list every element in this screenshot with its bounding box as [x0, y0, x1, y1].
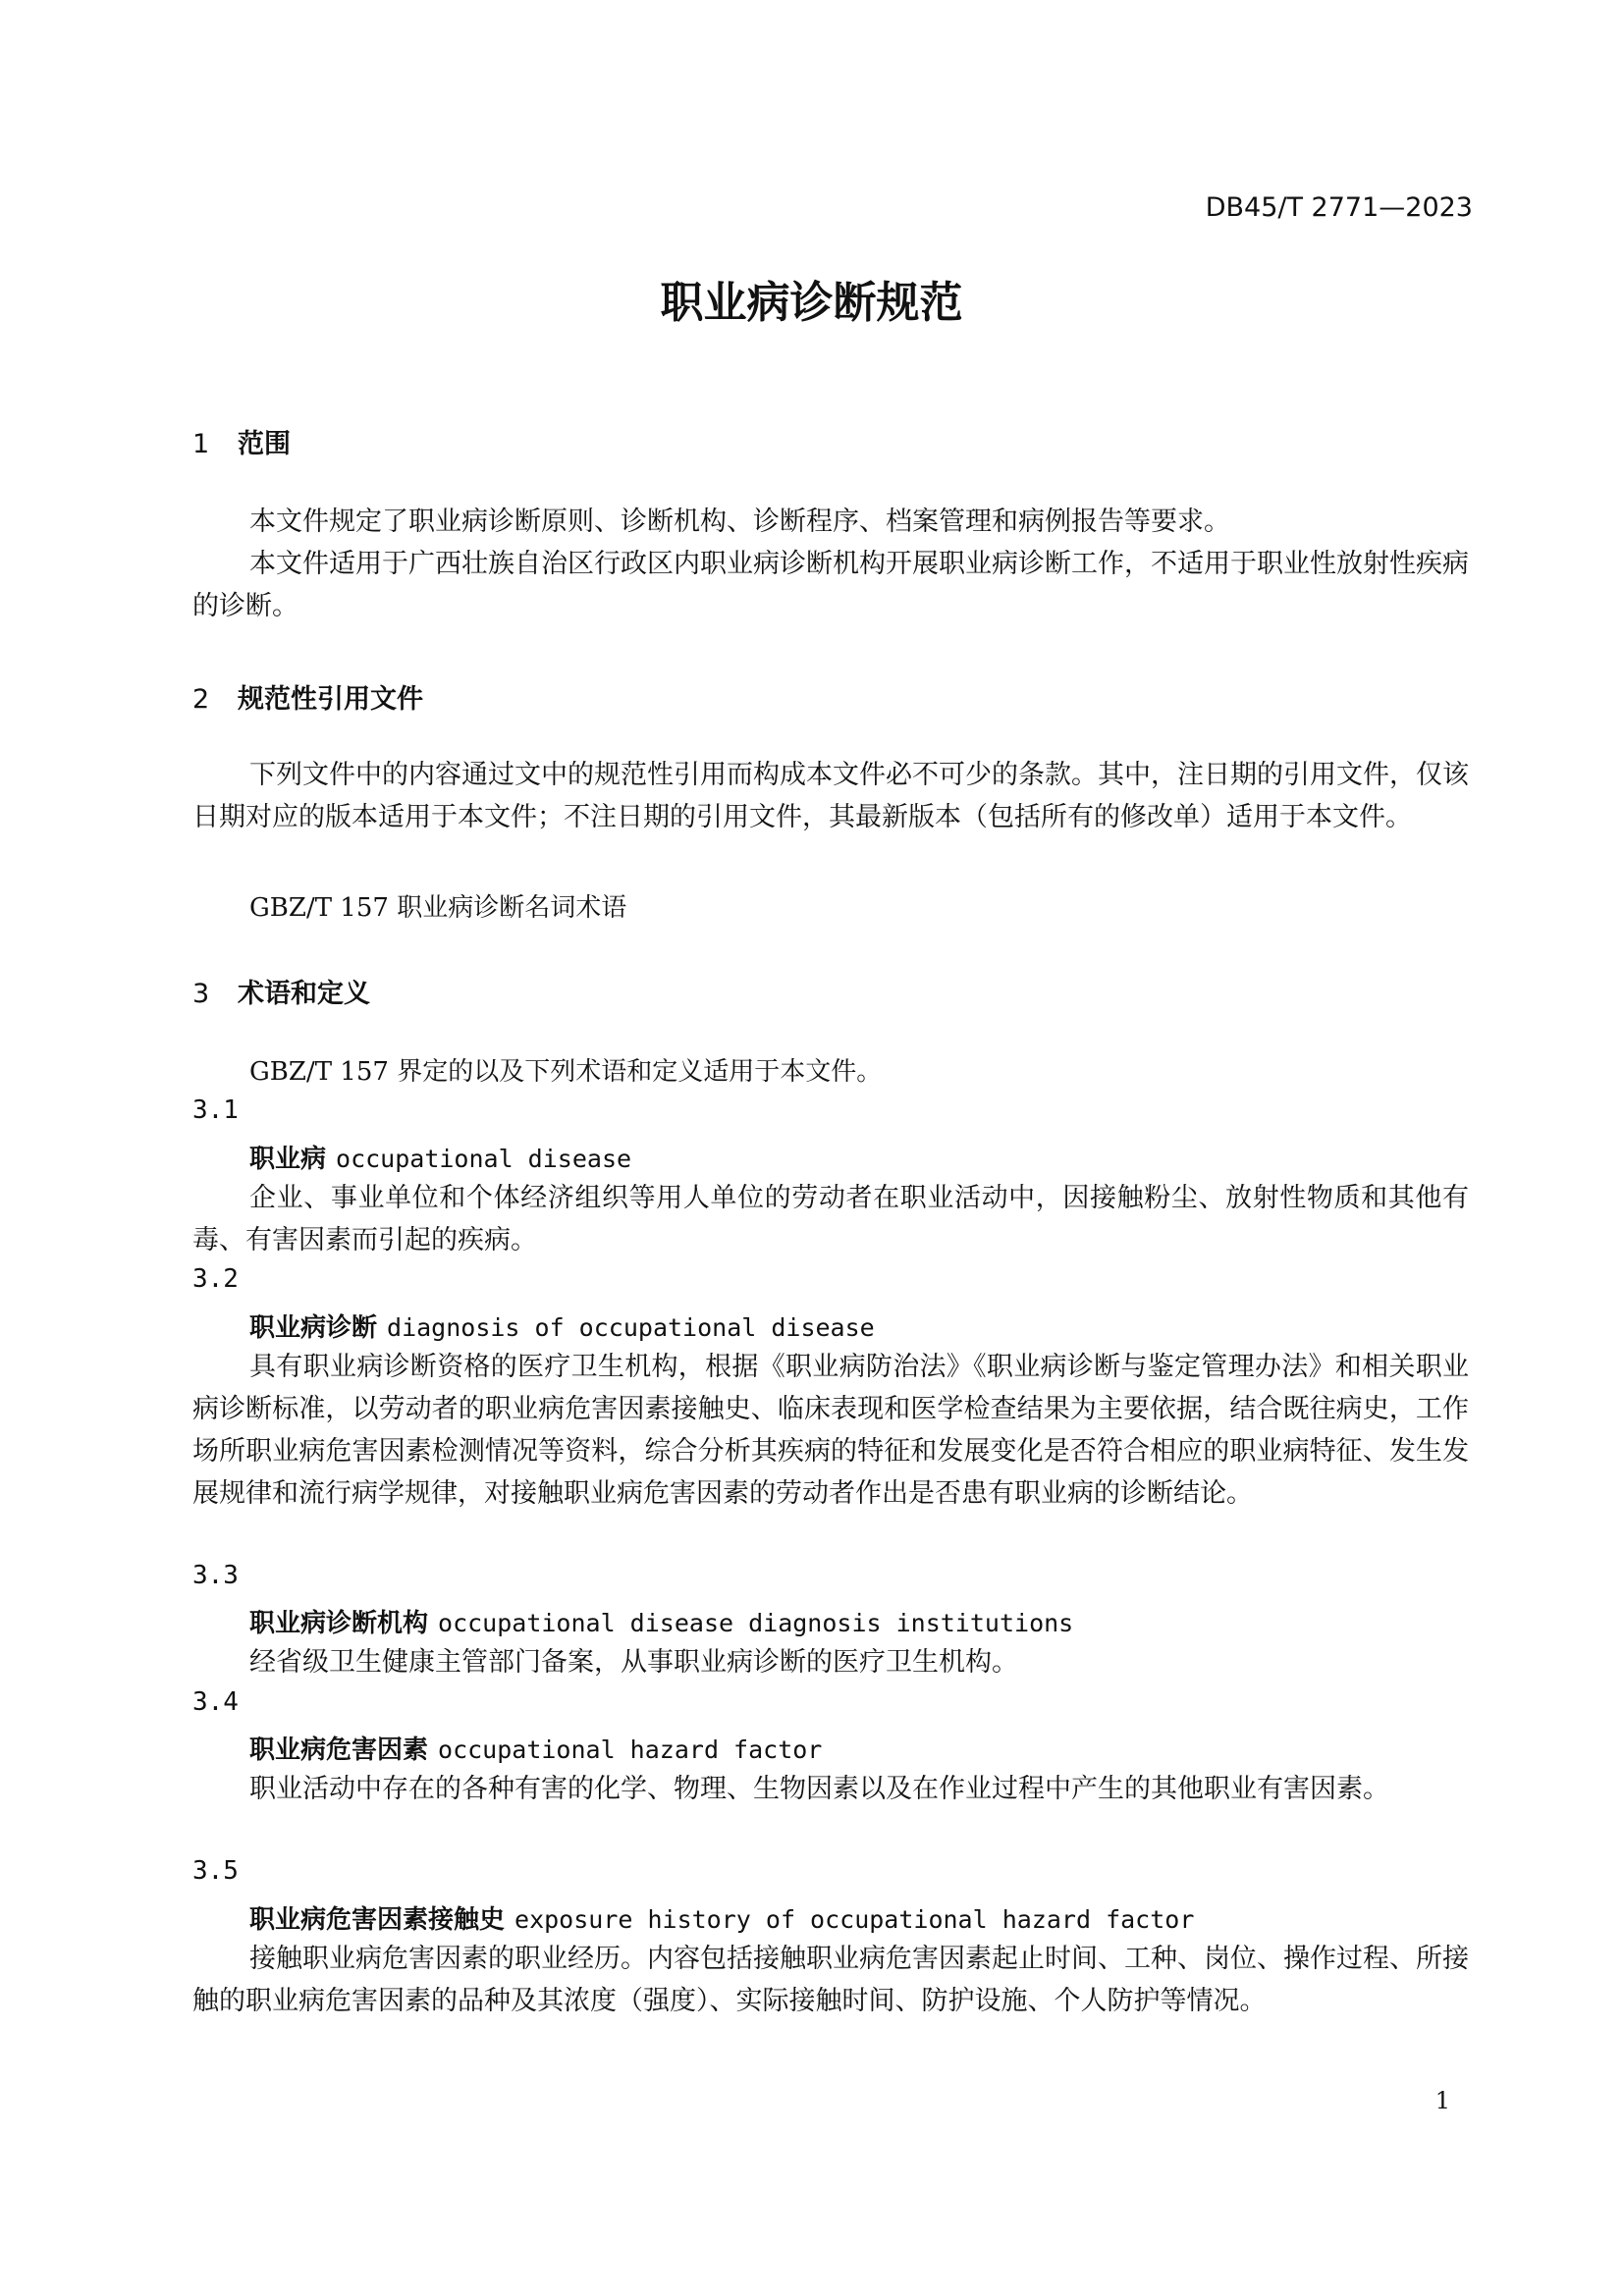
term-en: diagnosis of occupational disease — [387, 1313, 875, 1342]
term-number: 3.2 — [192, 1264, 239, 1294]
term-zh: 职业病危害因素接触史 — [249, 1905, 506, 1935]
term-definition: 企业、事业单位和个体经济组织等用人单位的劳动者在职业活动中，因接触粉尘、放射性物质和其他有毒、有害因素而引起的疾病。 — [192, 1183, 1469, 1255]
paragraph: 本文件规定了职业病诊断原则、诊断机构、诊断程序、档案管理和病例报告等要求。 — [249, 507, 1230, 537]
term-entry — [249, 1308, 875, 1344]
term-zh: 职业病诊断 — [249, 1313, 378, 1343]
section-number: 1 — [192, 429, 210, 459]
term-definition: 职业活动中存在的各种有害的化学、物理、生物因素以及在作业过程中产生的其他职业有害因素。 — [249, 1774, 1389, 1804]
section-title: 范围 — [238, 429, 291, 459]
section-title: 规范性引用文件 — [238, 684, 423, 715]
term-definition: 经省级卫生健康主管部门备案，从事职业病诊断的医疗卫生机构。 — [249, 1647, 1018, 1678]
section-number: 2 — [192, 684, 210, 715]
section-title: 术语和定义 — [238, 979, 370, 1009]
term-number: 3.4 — [192, 1687, 239, 1717]
section-heading-scope — [192, 422, 291, 460]
term-zh: 职业病 — [249, 1145, 327, 1174]
term-number: 3.5 — [192, 1856, 239, 1886]
document-title: 职业病诊断规范 — [660, 278, 963, 328]
term-definition: 具有职业病诊断资格的医疗卫生机构，根据《职业病防治法》《职业病诊断与鉴定管理办法》和相关职业病诊断标准，以劳动者的职业病危害因素接触史、临床表现和医学检查结果为主要依据，结合既往病史，工作场所职业病危害因素检测情况等资料，综合分析其疾病的特征和发展变化是否符合相应的职业病特征、发生发展规律和流行病学规律，对接触职业病危害因素的劳动者作出是否患有职业病的诊断结论。 — [192, 1352, 1469, 1509]
section-number: 3 — [192, 979, 210, 1009]
term-en: occupational disease — [336, 1145, 632, 1173]
paragraph: 本文件适用于广西壮族自治区行政区内职业病诊断机构开展职业病诊断工作，不适用于职业性放射性疾病的诊断。 — [192, 549, 1469, 621]
term-zh: 职业病危害因素 — [249, 1735, 429, 1765]
term-entry — [249, 1730, 822, 1766]
section-heading-normative-references — [192, 677, 423, 716]
term-entry — [249, 1899, 1194, 1936]
term-number: 3.3 — [192, 1561, 239, 1590]
standard-code: DB45/T 2771—2023 — [1205, 192, 1473, 223]
paragraph: GBZ/T 157 界定的以及下列术语和定义适用于本文件。 — [249, 1057, 883, 1087]
term-entry — [249, 1603, 1073, 1639]
page-number: 1 — [1434, 2087, 1450, 2114]
term-entry — [249, 1139, 631, 1175]
term-zh: 职业病诊断机构 — [249, 1609, 429, 1638]
term-definition: 接触职业病危害因素的职业经历。内容包括接触职业病危害因素起止时间、工种、岗位、操作过程、所接触的职业病危害因素的品种及其浓度（强度）、实际接触时间、防护设施、个人防护等情况。 — [192, 1944, 1469, 2016]
term-en: exposure history of occupational hazard factor — [514, 1905, 1195, 1934]
term-en: occupational hazard factor — [438, 1735, 823, 1764]
term-en: occupational disease diagnosis institutions — [438, 1609, 1074, 1637]
paragraph: 下列文件中的内容通过文中的规范性引用而构成本文件必不可少的条款。其中，注日期的引用文件，仅该日期对应的版本适用于本文件；不注日期的引用文件，其最新版本（包括所有的修改单）适用于本文件。 — [192, 760, 1469, 832]
term-number: 3.1 — [192, 1095, 239, 1125]
section-heading-terms-definitions — [192, 972, 370, 1010]
reference-item: GBZ/T 157 职业病诊断名词术语 — [249, 893, 627, 923]
